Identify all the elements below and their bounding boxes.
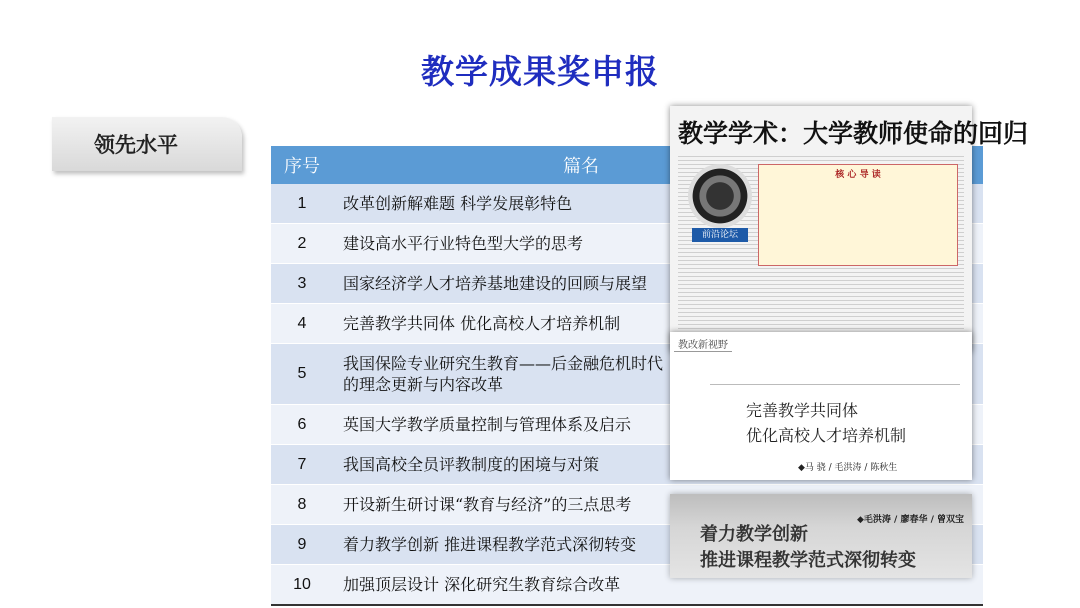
row-no: 2: [271, 224, 333, 264]
clipping-title-line1: 着力教学创新: [700, 524, 808, 545]
row-title: 着力教学创新 推进课程教学范式深彻转变: [333, 525, 674, 565]
article-clipping-teaching-scholarship: [670, 106, 1029, 352]
section-tab: [52, 117, 242, 171]
clipping-column-tag: 教改新视野: [674, 336, 732, 352]
row-no: 10: [271, 565, 333, 606]
row-title: 加强顶层设计 深化研究生教育综合改革: [333, 565, 674, 606]
row-no: 3: [271, 264, 333, 304]
row-no: 4: [271, 304, 333, 344]
page-title: 教学成果奖申报: [421, 52, 659, 91]
clipping-title-line1: 完善教学共同体: [746, 401, 859, 420]
emblem-icon: [688, 164, 752, 228]
row-title: 改革创新解难题 科学发展彰特色: [333, 184, 674, 224]
clipping-text-block: [678, 156, 964, 346]
clipping-byline: ◆马 骁 / 毛洪涛 / 陈秋生: [798, 463, 898, 473]
row-no: 9: [271, 525, 333, 565]
clipping-abstract-box: [758, 164, 958, 266]
row-title: 我国高校全员评教制度的困境与对策: [333, 445, 674, 485]
row-title: 建设高水平行业特色型大学的思考: [333, 224, 674, 264]
abstract-box-title: 核 心 导 读: [835, 170, 881, 180]
clipping-byline: ◆毛洪涛 / 廖春华 / 曾双宝: [856, 515, 964, 525]
clipping-title-line2: 优化高校人才培养机制: [746, 426, 907, 445]
row-title: 英国大学教学质量控制与管理体系及启示: [333, 405, 674, 445]
row-title: 国家经济学人才培养基地建设的回顾与展望: [333, 264, 674, 304]
row-no: 7: [271, 445, 333, 485]
clipping-badge: 前沿论坛: [692, 228, 748, 242]
clipping-headline: 教学学术：大学教师使命的回归: [678, 119, 1029, 148]
row-no: 6: [271, 405, 333, 445]
section-label: 领先水平: [94, 133, 178, 157]
row-no: 1: [271, 184, 333, 224]
header-no: 序号: [271, 146, 333, 184]
row-no: 5: [271, 344, 333, 405]
row-title: 完善教学共同体 优化高校人才培养机制: [333, 304, 674, 344]
article-clipping-teaching-innovation: [670, 494, 972, 578]
row-no: 8: [271, 485, 333, 525]
article-clipping-teaching-community: [670, 332, 972, 480]
divider: [710, 384, 960, 385]
clipping-title-line2: 推进课程教学范式深彻转变: [700, 550, 916, 571]
row-title: 我国保险专业研究生教育——后金融危机时代的理念更新与内容改革: [333, 344, 674, 405]
header-title: 篇名: [333, 146, 983, 184]
row-title: 开设新生研讨课“教育与经济”的三点思考: [333, 485, 674, 525]
